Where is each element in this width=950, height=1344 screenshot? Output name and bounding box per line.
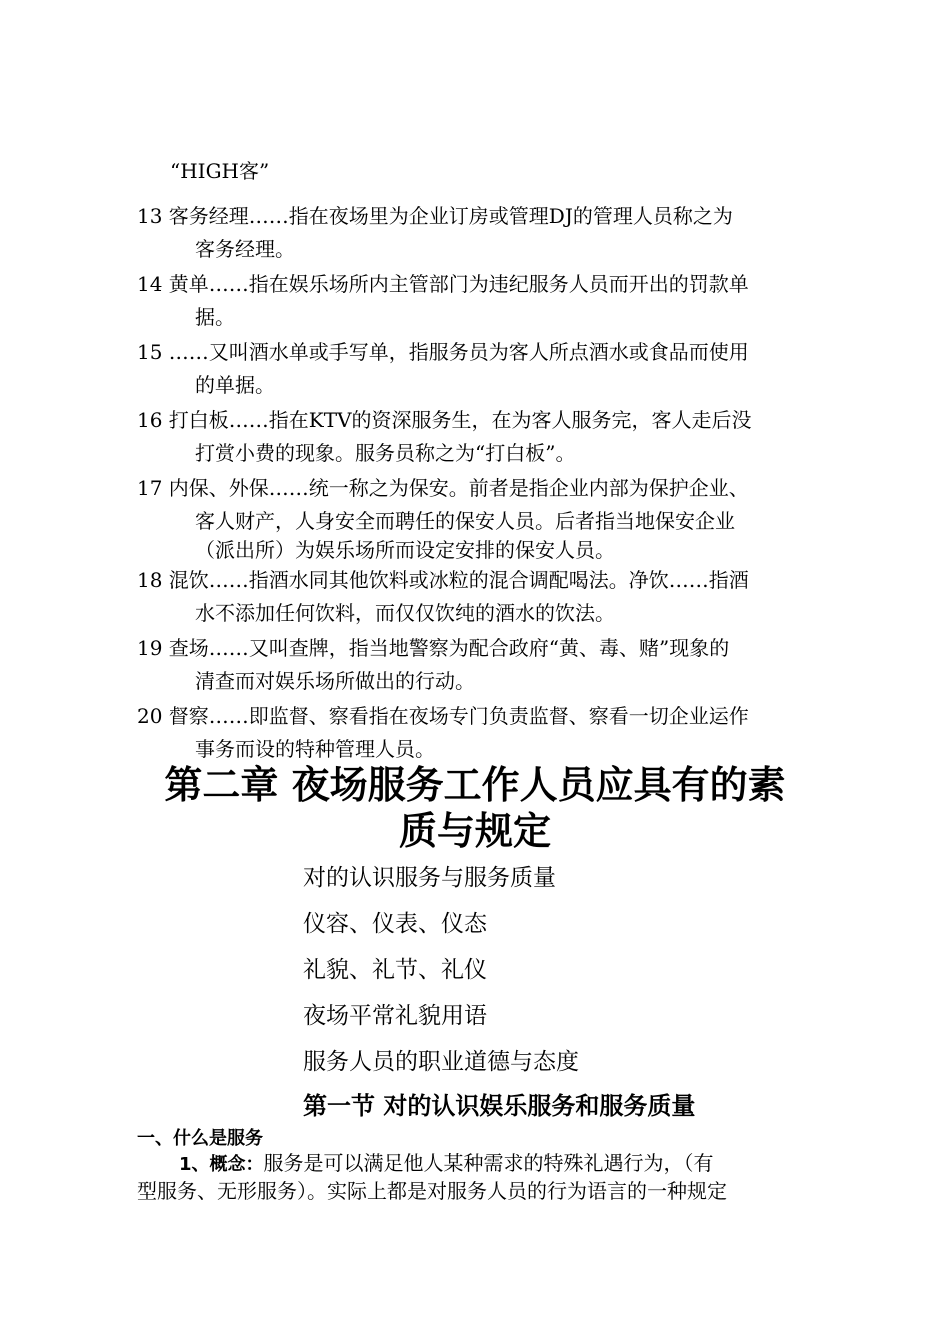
chapter-title-line1: 第二章 夜场服务工作人员应具有的素 (164, 763, 786, 807)
glossary-entry-17 (137, 472, 817, 562)
entry-continuation: 客务经理。 (195, 237, 295, 261)
continuation-text: “HIGH客” (170, 159, 270, 183)
entry-continuation: 的单据。 (195, 373, 275, 397)
entry-continuation: 事务而设的特种管理人员。 (195, 737, 435, 761)
chapter-title-line2: 质与规定 (398, 809, 551, 853)
outline-item: 服务人员的职业道德与态度 (303, 1049, 579, 1075)
entry-line: 17 内保、外保……统一称之为保安。前者是指企业内部为保护企业、 (137, 476, 749, 500)
entry-continuation: 据。 (195, 305, 235, 329)
glossary-entry-20 (137, 700, 817, 766)
paragraph-line-1 (137, 1150, 817, 1178)
glossary-list (137, 200, 817, 768)
glossary-entry-13 (137, 200, 817, 266)
entry-continuation: 客人财产，人身安全而聘任的保安人员。后者指当地保安企业 (195, 509, 735, 533)
glossary-entry-18 (137, 564, 817, 630)
paragraph-text: 服务是可以满足他人某种需求的特殊礼遇行为，（有 (263, 1151, 714, 1175)
paragraph-line-2: 型服务、无形服务）。实际上都是对服务人员的行为语言的一种规定 (137, 1179, 727, 1203)
entry-continuation: （派出所）为娱乐场所而设定安排的保安人员。 (195, 538, 615, 562)
entry-line: 14 黄单……指在娱乐场所内主管部门为违纪服务人员而开出的罚款单 (137, 272, 749, 296)
entry-line: 19 查场……又叫查牌，指当地警察为配合政府“黄、毒、赌”现象的 (137, 636, 730, 660)
chapter-outline (303, 858, 579, 1088)
body-paragraph (137, 1150, 817, 1205)
glossary-entry-16 (137, 404, 817, 470)
chapter-title (130, 762, 820, 854)
section-title: 第一节 对的认识娱乐服务和服务质量 (303, 1092, 696, 1120)
subsection-heading: 一、什么是服务 (137, 1128, 263, 1149)
entry-line: 20 督察……即监督、察看指在夜场专门负责监督、察看一切企业运作 (137, 704, 749, 728)
entry-line: 13 客务经理……指在夜场里为企业订房或管理DJ的管理人员称之为 (137, 204, 733, 228)
entry-line: 16 打白板……指在KTV的资深服务生，在为客人服务完，客人走后没 (137, 408, 752, 432)
glossary-entry-15 (137, 336, 817, 402)
glossary-entry-19 (137, 632, 817, 698)
outline-item: 夜场平常礼貌用语 (303, 1003, 487, 1029)
outline-item: 仪容、仪表、仪态 (303, 911, 487, 937)
entry-continuation: 打赏小费的现象。服务员称之为“打白板”。 (195, 441, 576, 465)
concept-label: 1、概念： (179, 1154, 264, 1175)
entry-continuation: 水不添加任何饮料，而仅仅饮纯的酒水的饮法。 (195, 601, 615, 625)
entry-line: 18 混饮……指酒水同其他饮料或冰粒的混合调配喝法。净饮……指酒 (137, 568, 749, 592)
entry-line: 15 ……又叫酒水单或手写单，指服务员为客人所点酒水或食品而使用 (137, 340, 749, 364)
outline-item: 对的认识服务与服务质量 (303, 865, 556, 891)
entry-continuation: 清查而对娱乐场所做出的行动。 (195, 669, 475, 693)
outline-item: 礼貌、礼节、礼仪 (303, 957, 487, 983)
glossary-entry-14 (137, 268, 817, 334)
